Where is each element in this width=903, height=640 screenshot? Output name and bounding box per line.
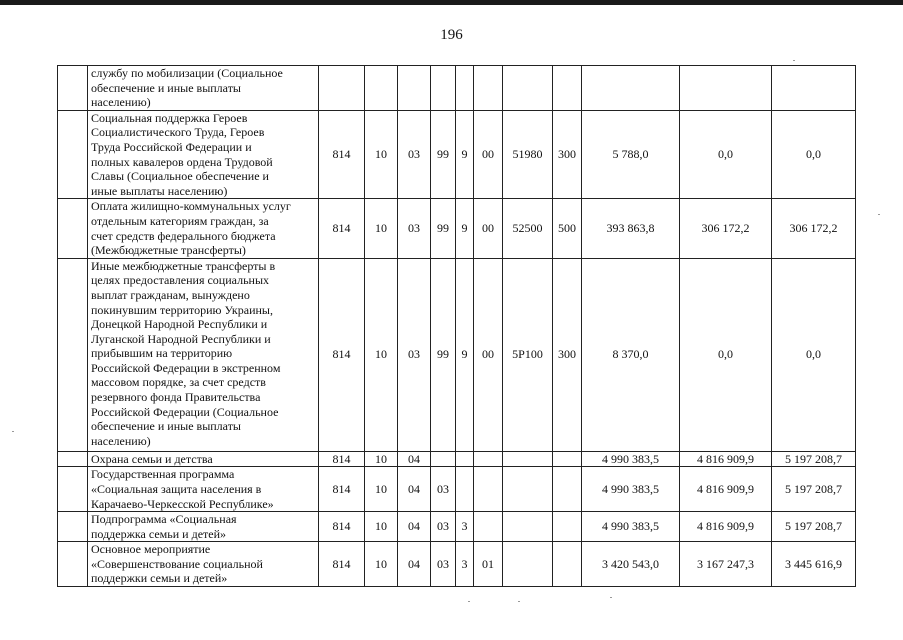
- razdel-cell: 10: [365, 512, 398, 542]
- direction-code-cell: [503, 451, 553, 467]
- direction-code-cell: [503, 542, 553, 587]
- scan-speck: [610, 597, 612, 598]
- glava-cell: 814: [319, 199, 365, 258]
- program-code-cell: 99: [431, 199, 456, 258]
- podrazdel-cell: 04: [398, 542, 431, 587]
- table-row: [58, 512, 856, 542]
- item-name-cell: Иные межбюджетные трансферты в целях предоставления социальных выплат гражданам, вынуждено покинувшим территорию Украины, Донецкой Народной Республики и Луганской Народной Республики и прибывшим на территорию Российской Федерации в экстренном массовом порядке, за счет средств резервного фонда Правительства Российской Федерации (Социальное обеспечение и иные выплаты населению): [88, 258, 319, 451]
- expense-type-cell: [553, 467, 582, 512]
- program-code-cell: 99: [431, 258, 456, 451]
- scan-speck: [878, 214, 880, 215]
- table-row: [58, 467, 856, 512]
- subprogram-code-cell: 3: [456, 542, 474, 587]
- glava-cell: 814: [319, 467, 365, 512]
- event-code-cell: 00: [474, 258, 503, 451]
- scan-speck: [518, 601, 520, 602]
- table-row: [58, 451, 856, 467]
- scan-speck: [468, 601, 470, 602]
- row-number-cell: [58, 542, 88, 587]
- subprogram-code-cell: [456, 66, 474, 111]
- glava-cell: 814: [319, 258, 365, 451]
- item-name-cell: службу по мобилизации (Социальное обеспечение и иные выплаты населению): [88, 66, 319, 111]
- razdel-cell: 10: [365, 542, 398, 587]
- direction-code-cell: 52500: [503, 199, 553, 258]
- item-name-cell: Социальная поддержка Героев Социалистического Труда, Героев Труда Российской Федерации и полных кавалеров ордена Трудовой Славы (Социальное обеспечение и иные выплаты населению): [88, 110, 319, 199]
- podrazdel-cell: 03: [398, 258, 431, 451]
- subprogram-code-cell: 3: [456, 512, 474, 542]
- event-code-cell: [474, 467, 503, 512]
- amount-year2-cell: 4 816 909,9: [680, 512, 772, 542]
- podrazdel-cell: 03: [398, 110, 431, 199]
- podrazdel-cell: 03: [398, 199, 431, 258]
- program-code-cell: 03: [431, 542, 456, 587]
- program-code-cell: 99: [431, 110, 456, 199]
- table-row: [58, 258, 856, 451]
- expense-type-cell: 300: [553, 258, 582, 451]
- program-code-cell: 03: [431, 512, 456, 542]
- amount-year1-cell: [582, 66, 680, 111]
- amount-year2-cell: 306 172,2: [680, 199, 772, 258]
- table-row: [58, 542, 856, 587]
- amount-year1-cell: 8 370,0: [582, 258, 680, 451]
- amount-year3-cell: 5 197 208,7: [772, 451, 856, 467]
- expense-type-cell: 500: [553, 199, 582, 258]
- amount-year2-cell: 4 816 909,9: [680, 467, 772, 512]
- amount-year2-cell: 0,0: [680, 258, 772, 451]
- amount-year1-cell: 4 990 383,5: [582, 467, 680, 512]
- amount-year3-cell: 306 172,2: [772, 199, 856, 258]
- table-row: [58, 199, 856, 258]
- razdel-cell: 10: [365, 199, 398, 258]
- subprogram-code-cell: 9: [456, 199, 474, 258]
- row-number-cell: [58, 258, 88, 451]
- direction-code-cell: [503, 467, 553, 512]
- amount-year2-cell: 0,0: [680, 110, 772, 199]
- program-code-cell: [431, 451, 456, 467]
- podrazdel-cell: 04: [398, 512, 431, 542]
- item-name-cell: Оплата жилищно-коммунальных услуг отдельным категориям граждан, за счет средств федерального бюджета (Межбюджетные трансферты): [88, 199, 319, 258]
- direction-code-cell: 51980: [503, 110, 553, 199]
- scan-top-border: [0, 0, 903, 5]
- item-name-cell: Подпрограмма «Социальная поддержка семьи и детей»: [88, 512, 319, 542]
- amount-year1-cell: 3 420 543,0: [582, 542, 680, 587]
- razdel-cell: 10: [365, 258, 398, 451]
- row-number-cell: [58, 199, 88, 258]
- table-row: [58, 66, 856, 111]
- scan-speck: [793, 60, 795, 61]
- expense-type-cell: [553, 451, 582, 467]
- row-number-cell: [58, 110, 88, 199]
- expense-type-cell: [553, 542, 582, 587]
- row-number-cell: [58, 66, 88, 111]
- amount-year1-cell: 4 990 383,5: [582, 451, 680, 467]
- amount-year1-cell: 393 863,8: [582, 199, 680, 258]
- program-code-cell: 03: [431, 467, 456, 512]
- podrazdel-cell: 04: [398, 451, 431, 467]
- event-code-cell: 00: [474, 110, 503, 199]
- item-name-cell: Государственная программа «Социальная защита населения в Карачаево-Черкесской Республике»: [88, 467, 319, 512]
- expense-type-cell: [553, 66, 582, 111]
- event-code-cell: [474, 512, 503, 542]
- amount-year1-cell: 4 990 383,5: [582, 512, 680, 542]
- amount-year2-cell: 4 816 909,9: [680, 451, 772, 467]
- amount-year1-cell: 5 788,0: [582, 110, 680, 199]
- subprogram-code-cell: 9: [456, 258, 474, 451]
- razdel-cell: 10: [365, 467, 398, 512]
- direction-code-cell: [503, 66, 553, 111]
- row-number-cell: [58, 467, 88, 512]
- razdel-cell: 10: [365, 451, 398, 467]
- amount-year2-cell: 3 167 247,3: [680, 542, 772, 587]
- subprogram-code-cell: 9: [456, 110, 474, 199]
- event-code-cell: 00: [474, 199, 503, 258]
- glava-cell: 814: [319, 542, 365, 587]
- subprogram-code-cell: [456, 467, 474, 512]
- expense-type-cell: 300: [553, 110, 582, 199]
- event-code-cell: 01: [474, 542, 503, 587]
- direction-code-cell: [503, 512, 553, 542]
- page-number: 196: [440, 27, 463, 43]
- amount-year3-cell: 0,0: [772, 258, 856, 451]
- subprogram-code-cell: [456, 451, 474, 467]
- podrazdel-cell: [398, 66, 431, 111]
- item-name-cell: Основное мероприятие «Совершенствование социальной поддержки семьи и детей»: [88, 542, 319, 587]
- direction-code-cell: 5P100: [503, 258, 553, 451]
- amount-year3-cell: 5 197 208,7: [772, 467, 856, 512]
- event-code-cell: [474, 451, 503, 467]
- table-row: [58, 110, 856, 199]
- glava-cell: 814: [319, 451, 365, 467]
- podrazdel-cell: 04: [398, 467, 431, 512]
- program-code-cell: [431, 66, 456, 111]
- scan-speck: [12, 431, 14, 432]
- row-number-cell: [58, 512, 88, 542]
- row-number-cell: [58, 451, 88, 467]
- budget-table: [57, 65, 856, 587]
- amount-year3-cell: 3 445 616,9: [772, 542, 856, 587]
- glava-cell: 814: [319, 512, 365, 542]
- razdel-cell: 10: [365, 110, 398, 199]
- amount-year3-cell: 0,0: [772, 110, 856, 199]
- item-name-cell: Охрана семьи и детства: [88, 451, 319, 467]
- razdel-cell: [365, 66, 398, 111]
- amount-year3-cell: 5 197 208,7: [772, 512, 856, 542]
- glava-cell: [319, 66, 365, 111]
- amount-year3-cell: [772, 66, 856, 111]
- event-code-cell: [474, 66, 503, 111]
- expense-type-cell: [553, 512, 582, 542]
- amount-year2-cell: [680, 66, 772, 111]
- glava-cell: 814: [319, 110, 365, 199]
